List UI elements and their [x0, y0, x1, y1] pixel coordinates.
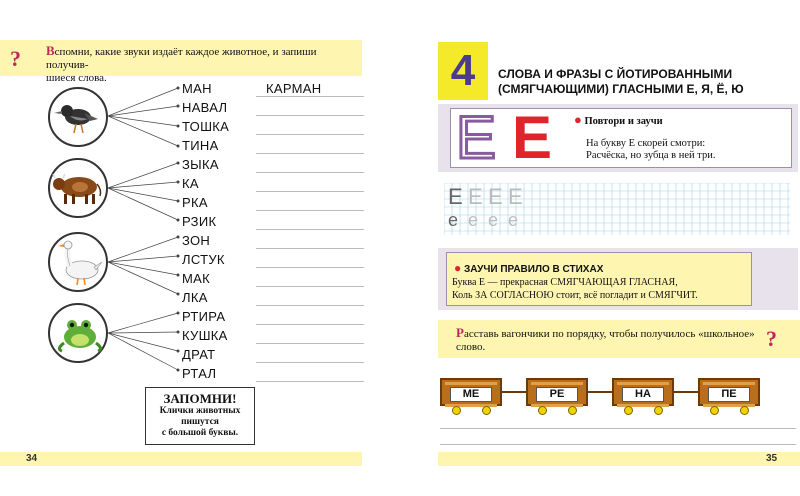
train-answer-line [440, 444, 796, 445]
animal-circle-goose [48, 232, 108, 292]
copy-letter: е [488, 210, 499, 230]
answer-line[interactable] [256, 343, 364, 344]
wagon-plank [445, 382, 497, 385]
wagon-coupler [674, 391, 698, 393]
question-mark-icon: ? [10, 46, 21, 71]
rule-label [454, 261, 603, 275]
wheel-icon [654, 406, 663, 415]
train-answer-line [440, 428, 796, 429]
wagon-plank [617, 382, 669, 385]
wheel-icon [538, 406, 547, 415]
wagon[interactable] [526, 378, 588, 406]
left-footer-band [0, 452, 362, 466]
answer-line[interactable] [256, 248, 364, 249]
rule-line1: Буква Е — прекрасная СМЯГЧАЮЩАЯ ГЛАСНАЯ, [452, 277, 678, 288]
answer-line[interactable] [256, 153, 364, 154]
remember-line3: с большой буквы. [161, 428, 239, 438]
remember-line2: пишутся [181, 417, 219, 427]
wheel-icon [710, 406, 719, 415]
wagon[interactable] [612, 378, 674, 406]
syllable-item: КА [182, 176, 199, 191]
rule-label-text: ЗАУЧИ ПРАВИЛО В СТИХАХ [464, 264, 604, 275]
answer-line[interactable] [256, 324, 364, 325]
answer-line[interactable] [256, 115, 364, 116]
wagon-coupler [588, 391, 612, 393]
task-instruction [456, 326, 756, 354]
answer-line[interactable] [256, 286, 364, 287]
syllable-item: МАК [182, 271, 210, 286]
answer-line[interactable] [256, 362, 364, 363]
answer-line[interactable] [256, 267, 364, 268]
animal-circle-frog [48, 303, 108, 363]
example-answer: КАРМАН [266, 81, 322, 96]
syllable-item: ДРАТ [182, 347, 216, 362]
copy-letter: Е [448, 184, 463, 209]
syllable-item: НАВАЛ [182, 100, 228, 115]
answer-line[interactable] [256, 305, 364, 306]
task-text: асставь вагончики по порядку, чтобы получилось «школьное» [463, 328, 755, 340]
wheel-icon [568, 406, 577, 415]
wagon-plank [703, 382, 755, 385]
wagon[interactable] [698, 378, 760, 406]
animal-circle-crow [48, 87, 108, 147]
copy-letter: Е [468, 184, 483, 209]
rule-text [452, 276, 698, 302]
remember-line1: Клички животных [159, 406, 241, 416]
syllable-item: РКА [182, 195, 208, 210]
page-number-right: 35 [766, 453, 778, 464]
wagon-label: МЕ [450, 387, 492, 402]
syllable-item: МАН [182, 81, 212, 96]
copy-letter: Е [508, 184, 523, 209]
remember-title: ЗАПОМНИ! [163, 391, 237, 406]
wagon-coupler [502, 391, 526, 393]
wagon-label: НА [622, 387, 664, 402]
syllable-item: ЛКА [182, 290, 208, 305]
task-text-line2: слово. [456, 341, 486, 353]
answer-line[interactable] [256, 134, 364, 135]
repeat-label [574, 112, 663, 128]
syllable-item: ТИНА [182, 138, 219, 153]
poem-line1: На букву Е скорей смотри: [586, 138, 706, 149]
copy-letter: Е [488, 184, 503, 209]
section-number-badge [438, 42, 488, 100]
instruction-text: спомни, какие звуки издаёт каждое животное, и запиши получив- [46, 46, 317, 71]
answer-line[interactable] [256, 96, 364, 97]
answer-line[interactable] [256, 172, 364, 173]
letter-outline: Е [456, 104, 497, 171]
answer-line[interactable] [256, 210, 364, 211]
syllable-item: ТОШКА [182, 119, 230, 134]
frog-icon [50, 305, 106, 361]
section-title [498, 67, 798, 97]
poem-line2: Расчёска, но зубца в ней три. [586, 150, 716, 161]
answer-line[interactable] [256, 191, 364, 192]
cow-icon [50, 160, 106, 216]
syllable-item: РЗИК [182, 214, 217, 229]
poem [586, 138, 716, 162]
wheel-icon [624, 406, 633, 415]
syllable-item: ЗЫКА [182, 157, 219, 172]
bullet-icon: ● [574, 112, 582, 127]
syllable-item: РТИРА [182, 309, 226, 324]
answer-line[interactable] [256, 229, 364, 230]
crow-icon [50, 89, 106, 145]
question-mark-icon: ? [766, 326, 777, 351]
syllable-item: КУШКА [182, 328, 228, 343]
instruction-text-line2: шиеся слова. [46, 72, 107, 84]
copy-letter: е [448, 210, 459, 230]
train [438, 376, 800, 416]
section-title-line2: (СМЯГЧАЮЩИМИ) ГЛАСНЫМИ Е, Я, Ё, Ю [498, 82, 744, 96]
wagon-label: РЕ [536, 387, 578, 402]
rule-line2: Коль ЗА СОГЛАСНОЮ стоит, всё погладит и СМЯГЧИТ. [452, 290, 698, 301]
repeat-label-text: Повтори и заучи [584, 116, 663, 127]
wagon[interactable] [440, 378, 502, 406]
wagon-label: ПЕ [708, 387, 750, 402]
syllable-item: РТАЛ [182, 366, 217, 381]
copy-letter: е [468, 210, 479, 230]
syllable-item: ЛСТУК [182, 252, 225, 267]
animal-circle-cow [48, 158, 108, 218]
answer-line[interactable] [256, 381, 364, 382]
goose-icon [50, 234, 106, 290]
page-number-left: 34 [26, 453, 38, 464]
remember-box [145, 387, 255, 445]
bullet-icon: ● [454, 261, 462, 275]
wheel-icon [452, 406, 461, 415]
right-footer-band [438, 452, 800, 466]
section-title-line1: СЛОВА И ФРАЗЫ С ЙОТИРОВАННЫМИ [498, 67, 733, 81]
section-number: 4 [450, 46, 476, 95]
wheel-icon [482, 406, 491, 415]
task-initial: Р [456, 325, 464, 340]
wheel-icon [740, 406, 749, 415]
wagon-plank [531, 382, 583, 385]
copy-letter: е [508, 210, 519, 230]
syllable-item: ЗОН [182, 233, 211, 248]
instruction-initial: В [46, 43, 55, 58]
letter-solid: Е [512, 104, 553, 171]
syllable-list [182, 79, 262, 383]
